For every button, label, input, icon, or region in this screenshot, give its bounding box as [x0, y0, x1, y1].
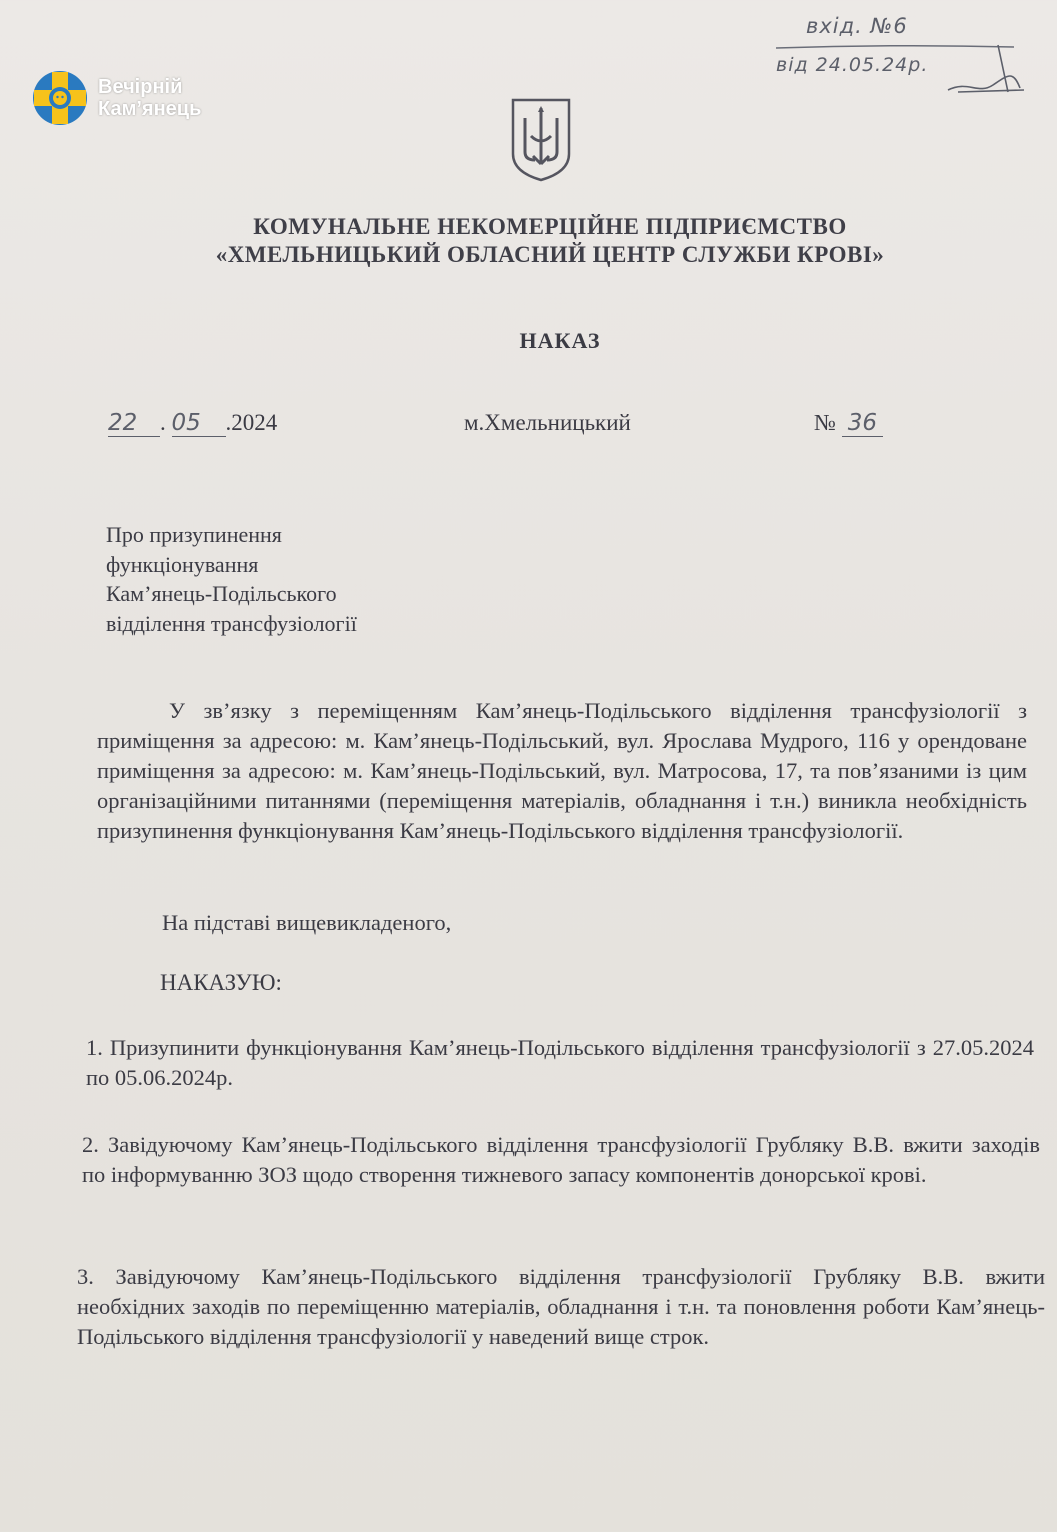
order-title: НАКАЗ [519, 328, 601, 353]
trident-coat-of-arms-icon [509, 96, 573, 182]
body-paragraph-1: У зв’язку з переміщенням Кам’янець-Подільського відділення трансфузіології з приміщення за адресою: м. Кам’янець-Подільський, вул. Ярослава Мудрого, 116 у орендоване приміщення за адресою: м. Кам’янець-Подільський, вул. Матросова, 17, та пов’язаними із цим організаційними питаннями (переміщення матеріалів, обладнання і т.н.) виникла необхідність призупинення функціонування Кам’янець-Подільського відділення трансфузіології. [97, 698, 1027, 843]
subject-line: Кам’янець-Подільського [106, 581, 337, 606]
number-label: № [814, 410, 836, 435]
order-date: 22 . 05 .2024 [108, 410, 278, 436]
watermark-logo [32, 70, 201, 126]
date-day: 22 [108, 410, 160, 437]
subject-line: відділення трансфузіології [106, 610, 357, 636]
order-subject [106, 520, 357, 638]
order-item-2: 2. Завідуючому Кам’янець-Подільського відділення трансфузіології Грубляку В.В. вжити заходів по інформуванню ЗОЗ щодо створення тижневого запасу компонентів донорської крові. [82, 1132, 1040, 1187]
incoming-number-note: вхід. №6 [806, 14, 908, 38]
date-year: .2024 [225, 410, 278, 435]
body-paragraph-2: На підставі вищевикладеного, [162, 910, 452, 935]
watermark-line1: Вечірній [98, 76, 183, 98]
order-directive-heading: НАКАЗУЮ: [160, 970, 282, 995]
incoming-date-note: від 24.05.24р. [776, 54, 929, 76]
order-item-3: 3. Завідуючому Кам’янець-Подільського відділення трансфузіології Грубляку В.В. вжити необхідних заходів по переміщенню матеріалів, обладнання і т.н. та поновлення роботи Кам’янець-Подільського відділення трансфузіології у наведений вище строк. [77, 1264, 1045, 1349]
order-item-1: 1. Призупинити функціонування Кам’янець-Подільського відділення трансфузіології з 27.05.2024 по 05.06.2024р. [86, 1035, 1034, 1090]
subject-line: Про призупинення [106, 522, 282, 547]
sun-cross-logo-icon [32, 70, 88, 126]
org-name-line1: КОМУНАЛЬНЕ НЕКОМЕРЦІЙНЕ ПІДПРИЄМСТВО [253, 214, 847, 239]
date-month: 05 [172, 410, 226, 437]
subject-line: функціонування [106, 551, 259, 577]
order-number [814, 410, 883, 437]
signature-scribble [938, 40, 1028, 100]
order-city: м.Хмельницький [464, 410, 631, 435]
watermark-line2: Кам’янець [98, 98, 202, 120]
number-value: 36 [842, 410, 883, 437]
org-name-line2: «ХМЕЛЬНИЦЬКИЙ ОБЛАСНИЙ ЦЕНТР СЛУЖБИ КРОВІ» [215, 242, 885, 267]
